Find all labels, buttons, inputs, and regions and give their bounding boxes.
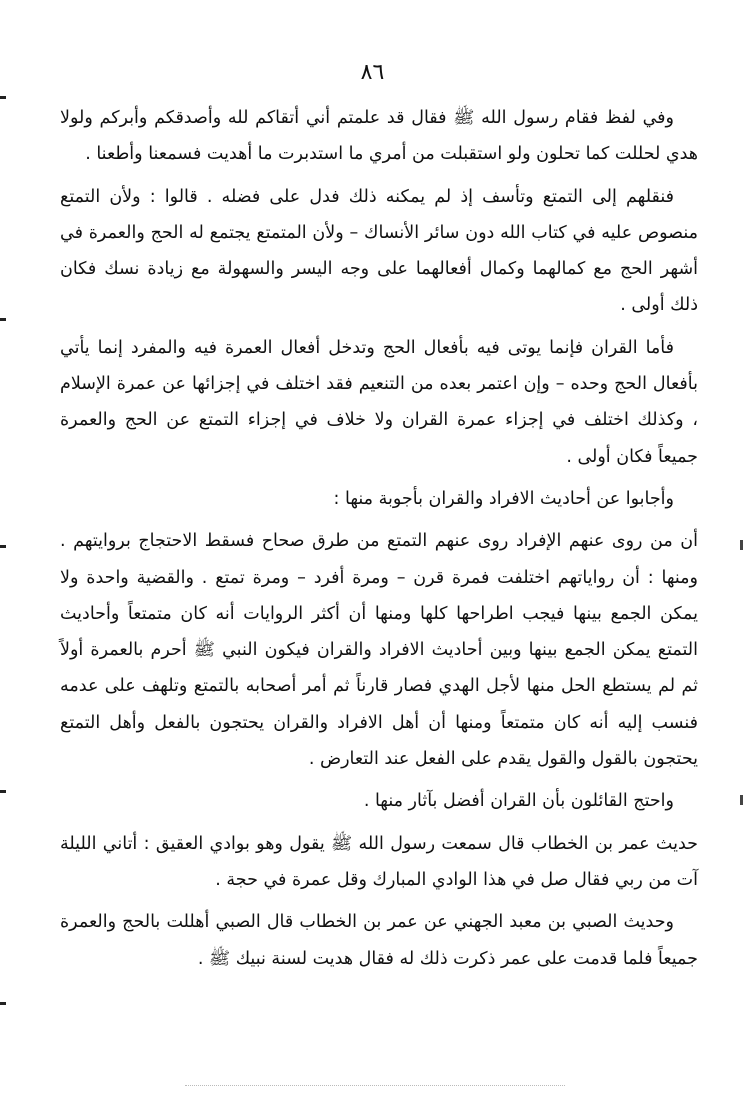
paragraph-3: فأما القران فإنما يوتى فيه بأفعال الحج وتدخل أفعال العمرة فيه والمفرد إنما يأتي بأفعال الحج وحده – وإن اعتمر بعده من التنعيم فقد اختلف في إجزائها عن عمرة الإسلام ، وكذلك اختلف في إجزاء عمرة القران ولا خلاف في إجزاء التمتع عن الحج والعمرة جميعاً فكان أولى . — [60, 337, 698, 467]
paragraph-1: وفي لفظ فقام رسول الله ﷺ فقال قد علمتم أني أتقاكم لله وأصدقكم وأبركم ولولا هدي لحللت كما تحلون ولو استقبلت من أمري ما استدبرت ما أهديت فسمعنا وأطعنا . — [60, 108, 698, 165]
scan-margin-mark — [740, 795, 743, 805]
paragraph-2: فنقلهم إلى التمتع وتأسف إذ لم يمكنه ذلك فدل على فضله . قالوا : ولأن التمتع منصوص عليه في كتاب الله دون سائر الأنساك – ولأن المتمتع يجتمع له الحج والعمرة في أشهر الحج مع كمالهما وكمال أفعالهما على وجه اليسر والسهولة مع زيادة نسك فكان ذلك أولى . — [60, 186, 698, 316]
scan-margin-mark — [0, 96, 6, 99]
scan-margin-mark — [0, 318, 6, 321]
scan-margin-mark — [740, 540, 743, 550]
body-text — [60, 100, 698, 983]
scan-dotted-line — [185, 1085, 565, 1086]
scan-margin-mark — [0, 790, 6, 793]
paragraph-8: وحديث الصبي بن معبد الجهني عن عمر بن الخطاب قال الصبي أهللت بالحج والعمرة جميعاً فلما قدمت على عمر ذكرت ذلك له فقال هديت لسنة نبيك ﷺ . — [60, 912, 698, 969]
paragraph-7: حديث عمر بن الخطاب قال سمعت رسول الله ﷺ يقول وهو بوادي العقيق : أتاني الليلة آت من ربي فقال صل في هذا الوادي المبارك وقل عمرة في حجة . — [60, 833, 698, 890]
paragraph-5: أن من روى عنهم الإفراد روى عنهم التمتع من طرق صحاح فسقط الاحتجاج بروايتهم . ومنها : أن رواياتهم اختلفت فمرة قرن – ومرة أفرد – ومرة تمتع . والقضية واحدة ولا يمكن الجمع بينها فيجب اطراحها كلها ومنها أن أكثر الروايات أنه كان متمتعاً وأحاديث التمتع يمكن الجمع بينها وبين أحاديث الافراد والقران فيكون النبي ﷺ أحرم بالعمرة أولاً ثم لم يستطع الحل منها لأجل الهدي فصار قارناً ثم أمر أصحابه بالتمتع وتلهف على عدمه فنسب إليه أنه كان متمتعاً ومنها أن أهل الافراد والقران يحتجون بالفعل وأهل التمتع يحتجون بالقول والقول يقدم على الفعل عند التعارض . — [60, 531, 698, 770]
scan-margin-mark — [0, 545, 6, 548]
paragraph-6: واحتج القائلون بأن القران أفضل بآثار منها . — [363, 791, 674, 812]
scan-margin-mark — [0, 1002, 6, 1005]
page-number: ٨٦ — [360, 60, 385, 85]
paragraph-4: وأجابوا عن أحاديث الافراد والقران بأجوبة منها : — [333, 488, 674, 509]
